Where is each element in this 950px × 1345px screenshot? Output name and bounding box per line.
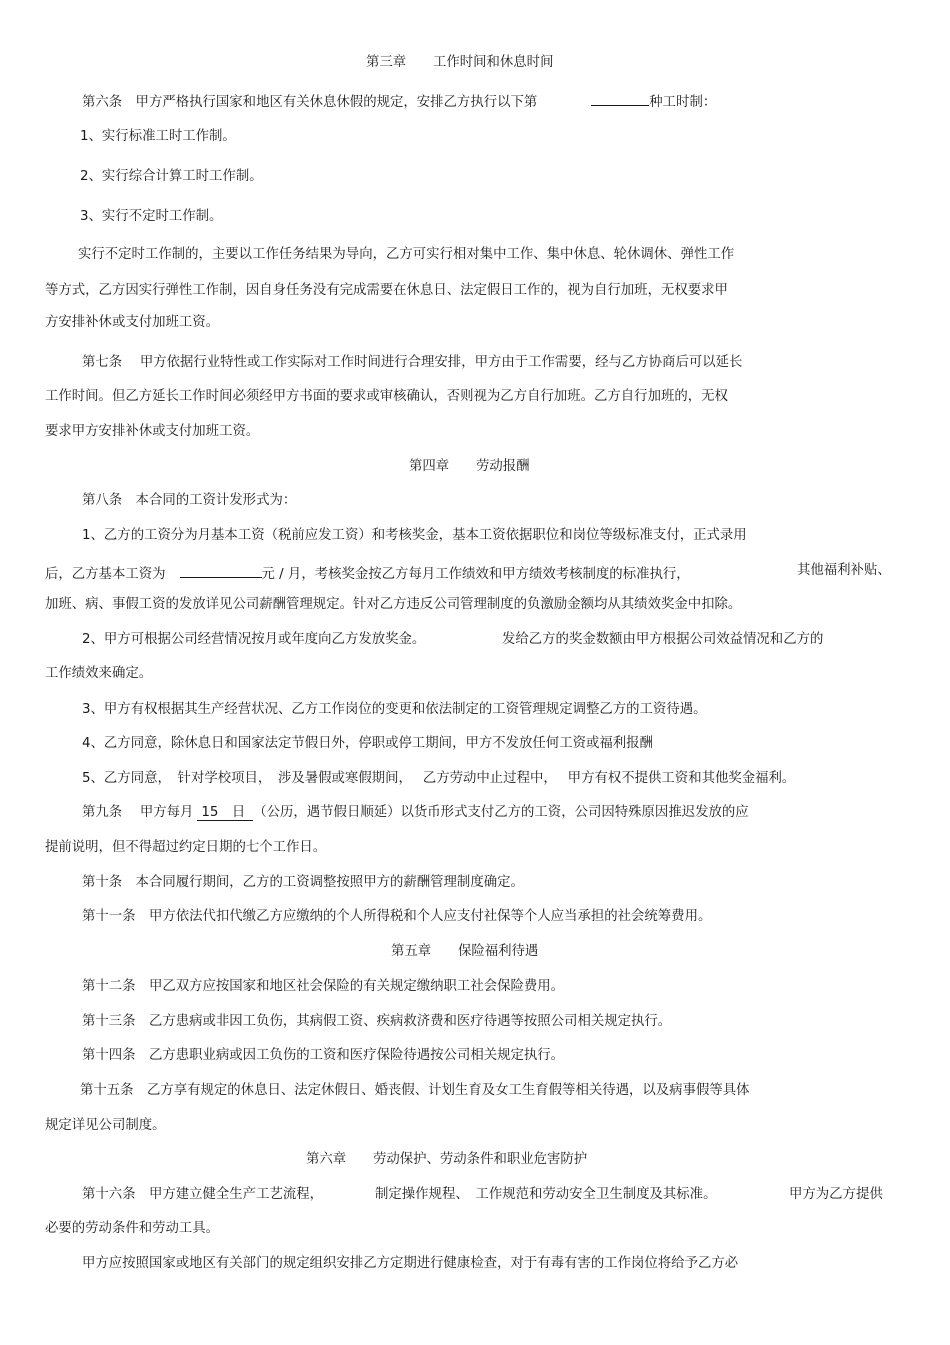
article-7-line-2: 工作时间。但乙方延长工作时间必须经甲方书面的要求或审核确认，否则视为乙方自行加班。乙方自行加班的，无权 bbox=[45, 389, 728, 404]
article-9-text-before: 第九条 甲方每月 bbox=[82, 805, 194, 820]
article-12: 第十二条 甲乙双方应按国家和地区社会保险的有关规定缴纳职工社会保险费用。 bbox=[82, 979, 565, 994]
salary-text-before: 后，乙方基本工资为 bbox=[45, 567, 166, 582]
article-10: 第十条 本合同履行期间，乙方的工资调整按照甲方的薪酬管理制度确定。 bbox=[82, 875, 524, 890]
article-8-item-3: 3、甲方有权根据其生产经营状况、乙方工作岗位的变更和依法制定的工资管理规定调整乙方的工资待遇。 bbox=[82, 702, 707, 717]
flex-work-paragraph-line-3: 方安排补休或支付加班工资。 bbox=[45, 315, 220, 330]
option-2: 2、实行综合计算工时工作制。 bbox=[80, 169, 263, 184]
article-8-item-1-line-2 bbox=[45, 563, 690, 583]
flex-work-paragraph-line-2: 等方式，乙方因实行弹性工作制，因自身任务没有完成需要在休息日、法定假日工作的，视为自行加班，无权要求甲 bbox=[45, 283, 728, 298]
flex-work-paragraph-line-1: 实行不定时工作制的，主要以工作任务结果为导向，乙方可实行相对集中工作、集中休息、轮休调休、弹性工作 bbox=[78, 247, 735, 262]
option-1: 1、实行标准工时工作制。 bbox=[80, 129, 236, 144]
chapter-5-title: 第五章 保险福利待遇 bbox=[391, 944, 539, 959]
article-8: 第八条 本合同的工资计发形式为： bbox=[82, 493, 297, 508]
article-8-item-1-line-2-right: 其他福利补贴、 bbox=[797, 563, 891, 578]
article-9-line-1 bbox=[82, 805, 749, 821]
base-salary-blank bbox=[180, 563, 262, 578]
chapter-4-title: 第四章 劳动报酬 bbox=[409, 459, 530, 474]
article-16-line-1b: 制定操作规程、 工作规范和劳动安全卫生制度及其标准。 bbox=[375, 1187, 717, 1202]
article-8-item-5: 5、乙方同意， 针对学校项目， 涉及暑假或寒假期间， 乙方劳动中止过程中， 甲方有权不提供工资和其他奖金福利。 bbox=[82, 771, 796, 786]
article-16-line-1c: 甲方为乙方提供 bbox=[789, 1187, 883, 1202]
article-14: 第十四条 乙方患职业病或因工负伤的工资和医疗保险待遇按公司相关规定执行。 bbox=[82, 1048, 565, 1063]
article-6-text: 第六条 甲方严格执行国家和地区有关休息休假的规定，安排乙方执行以下第 bbox=[82, 95, 538, 110]
article-8-item-2-line-1a: 2、甲方可根据公司经营情况按月或年度向乙方发放奖金。 bbox=[82, 632, 426, 647]
article-16-line-2: 必要的劳动条件和劳动工具。 bbox=[45, 1221, 220, 1236]
article-8-item-2-line-1b: 发给乙方的奖金数额由甲方根据公司效益情况和乙方的 bbox=[502, 632, 824, 647]
chapter-6-title: 第六章 劳动保护、劳动条件和职业危害防护 bbox=[306, 1152, 588, 1167]
article-15-line-1: 第十五条 乙方享有规定的休息日、法定休假日、婚丧假、计划生育及女工生育假等相关待遇，以及病事假等具体 bbox=[80, 1083, 750, 1098]
article-8-item-1-line-1: 1、乙方的工资分为月基本工资（税前应发工资）和考核奖金，基本工资依据职位和岗位等级标准支付，正式录用 bbox=[82, 528, 747, 543]
article-11: 第十一条 甲方依法代扣代缴乙方应缴纳的个人所得税和个人应支付社保等个人应当承担的社会统筹费用。 bbox=[82, 909, 712, 924]
article-7-line-3: 要求甲方安排补休或支付加班工资。 bbox=[45, 424, 260, 439]
article-13: 第十三条 乙方患病或非因工负伤，其病假工资、疾病救济费和医疗待遇等按照公司相关规定执行。 bbox=[82, 1014, 672, 1029]
article-8-item-1-line-3: 加班、病、事假工资的发放详见公司薪酬管理规定。针对乙方违反公司管理制度的负激励金额均从其绩效奖金中扣除。 bbox=[45, 597, 742, 612]
article-15-line-2: 规定详见公司制度。 bbox=[45, 1118, 166, 1133]
option-3: 3、实行不定时工作制。 bbox=[80, 209, 223, 224]
article-8-item-4: 4、乙方同意，除休息日和国家法定节假日外，停职或停工期间，甲方不发放任何工资或福利报酬 bbox=[82, 736, 653, 751]
article-6-line bbox=[82, 91, 716, 111]
article-16-line-3: 甲方应按照国家或地区有关部门的规定组织安排乙方定期进行健康检查，对于有毒有害的工作岗位将给予乙方必 bbox=[82, 1256, 739, 1271]
article-8-item-2-line-2: 工作绩效来确定。 bbox=[45, 666, 153, 681]
work-schedule-blank bbox=[591, 91, 649, 106]
chapter-3-title: 第三章 工作时间和休息时间 bbox=[366, 55, 554, 70]
article-9-line-2: 提前说明，但不得超过约定日期的七个工作日。 bbox=[45, 840, 327, 855]
article-16-line-1a: 第十六条 甲方建立健全生产工艺流程， bbox=[82, 1187, 324, 1202]
salary-text-after: 元 / 月，考核奖金按乙方每月工作绩效和甲方绩效考核制度的标准执行， bbox=[261, 567, 690, 582]
pay-day-value: 15 日 bbox=[197, 805, 253, 821]
article-9-text-after: （公历，遇节假日顺延）以货币形式支付乙方的工资，公司因特殊原因推迟发放的应 bbox=[253, 805, 749, 820]
article-6-text-end: 种工时制： bbox=[649, 95, 717, 110]
article-7-line-1: 第七条 甲方依据行业特性或工作实际对工作时间进行合理安排，甲方由于工作需要，经与乙方协商后可以延长 bbox=[82, 355, 743, 370]
